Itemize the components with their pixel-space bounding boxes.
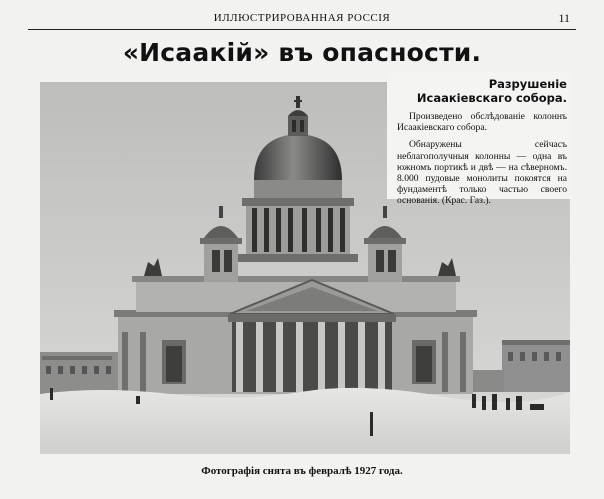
news-sidebar xyxy=(387,71,573,207)
page-number: 11 xyxy=(558,11,570,25)
article-headline: «Исаакій» въ опасности. xyxy=(122,38,482,67)
sidebar-title-line2: Исаакіевскаго собора. xyxy=(416,91,567,105)
sidebar-title-line1: Разрушеніе xyxy=(488,77,567,91)
header-rule xyxy=(28,29,576,30)
running-title: ИЛЛЮСТРИРОВАННАЯ РОССІЯ xyxy=(213,12,391,24)
sidebar-paragraph-2: Обнаружены сейчасъ неблагополучныя колонны — одна въ южномъ портикѣ и двѣ — на сѣверномъ. 8.000 пудовые монолиты покоятся на фундаментѣ только частью своего основанія. (Крас. Газ.). xyxy=(397,139,567,207)
photo-caption: Фотографія снята въ февралѣ 1927 года. xyxy=(201,465,403,477)
sidebar-paragraph-1: Произведено обслѣдованіе колоннъ Исаакіевскаго собора. xyxy=(397,111,567,134)
